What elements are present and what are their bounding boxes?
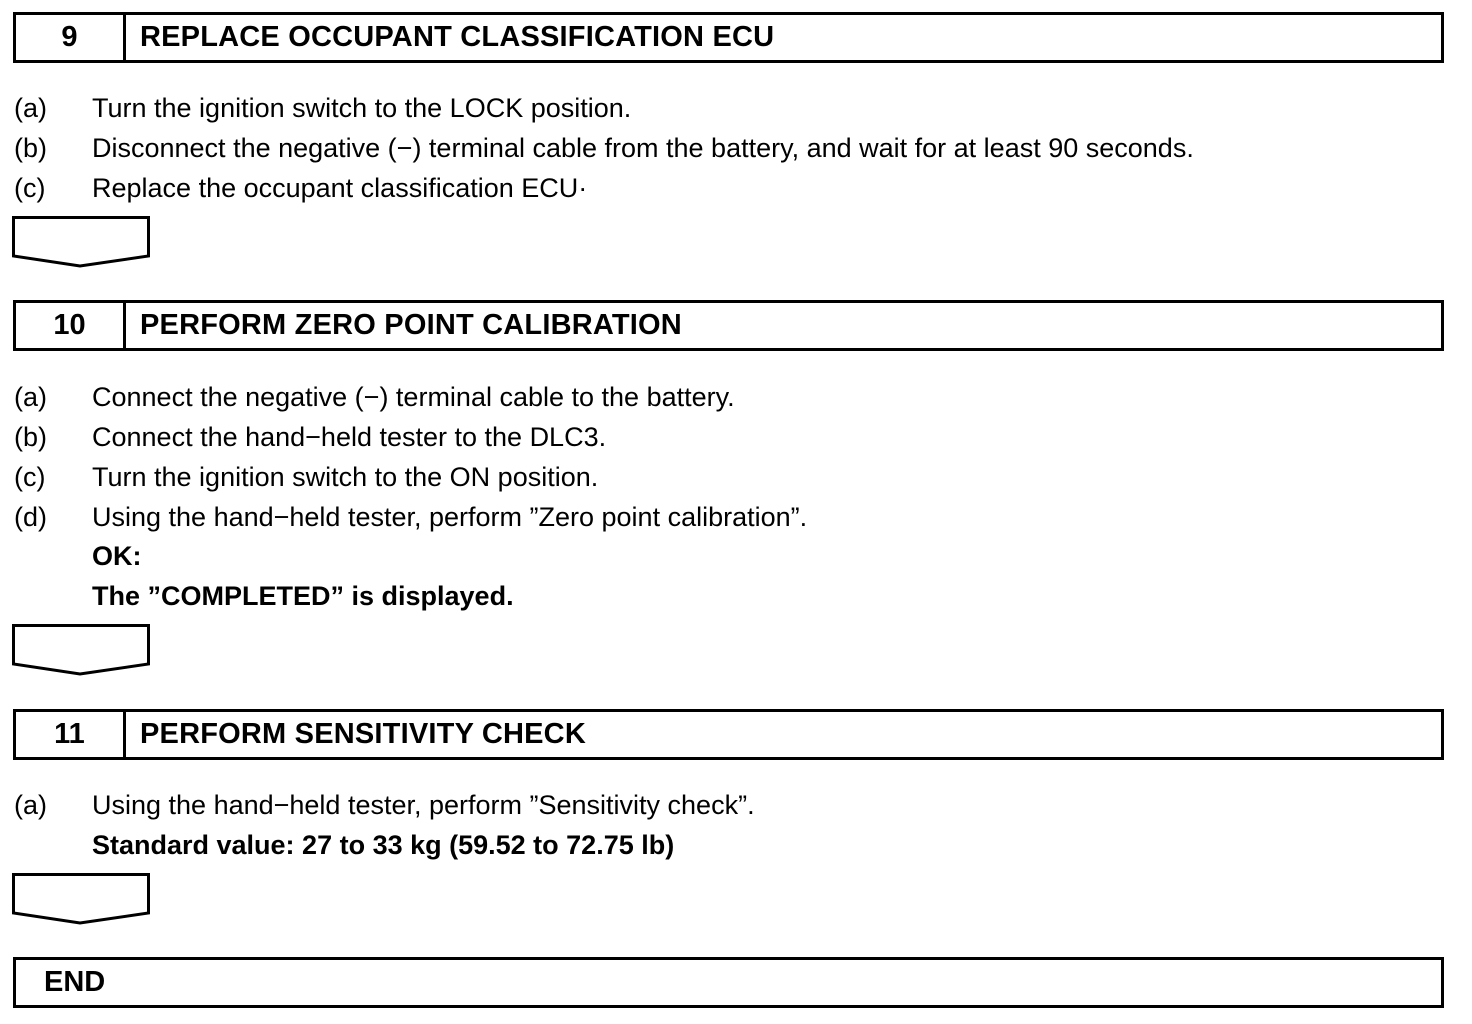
item-text: Connect the negative (−) terminal cable to the battery. [92,381,735,412]
item-letter: (b) [14,421,47,452]
step-title: PERFORM SENSITIVITY CHECK [140,718,586,750]
standard-value: Standard value: 27 to 33 kg (59.52 to 72.75 lb) [92,829,675,860]
step-10-header [13,300,1444,351]
item-text: Using the hand−held tester, perform ”Sensitivity check”. [92,789,755,820]
item-letter: (c) [14,461,46,492]
step-10-item-b [14,419,606,455]
end-label: END [44,966,106,998]
step-11-item-a [14,787,755,823]
step-title: PERFORM ZERO POINT CALIBRATION [140,309,682,341]
item-letter: (d) [14,501,47,532]
step-9-item-c [14,170,587,206]
item-letter: (a) [14,92,47,123]
step-number: 10 [16,303,126,348]
next-step-arrow-icon [12,216,150,268]
step-10-item-a [14,379,735,415]
step-number: 9 [16,15,126,60]
item-text: Connect the hand−held tester to the DLC3. [92,421,607,452]
step-9-header [13,12,1444,63]
step-9-item-b [14,130,1194,166]
step-11-header [13,709,1444,760]
step-9-item-a [14,90,631,126]
step-number: 11 [16,712,126,757]
next-step-arrow-icon [12,624,150,676]
item-letter: (c) [14,172,46,203]
item-letter: (a) [14,789,47,820]
next-step-arrow-icon [12,873,150,925]
item-text: Turn the ignition switch to the LOCK position. [92,92,632,123]
step-10-item-d [14,499,807,535]
ok-label: OK: [92,540,142,571]
step-title: REPLACE OCCUPANT CLASSIFICATION ECU [140,21,775,53]
item-text: Turn the ignition switch to the ON position. [92,461,599,492]
item-text: Disconnect the negative (−) terminal cable from the battery, and wait for at least 90 seconds. [92,132,1194,163]
item-letter: (b) [14,132,47,163]
ok-condition: The ”COMPLETED” is displayed. [92,580,514,611]
item-text: Using the hand−held tester, perform ”Zero point calibration”. [92,501,808,532]
item-text: Replace the occupant classification ECU· [92,172,588,203]
end-box [13,957,1444,1008]
step-10-item-c [14,459,598,495]
item-letter: (a) [14,381,47,412]
